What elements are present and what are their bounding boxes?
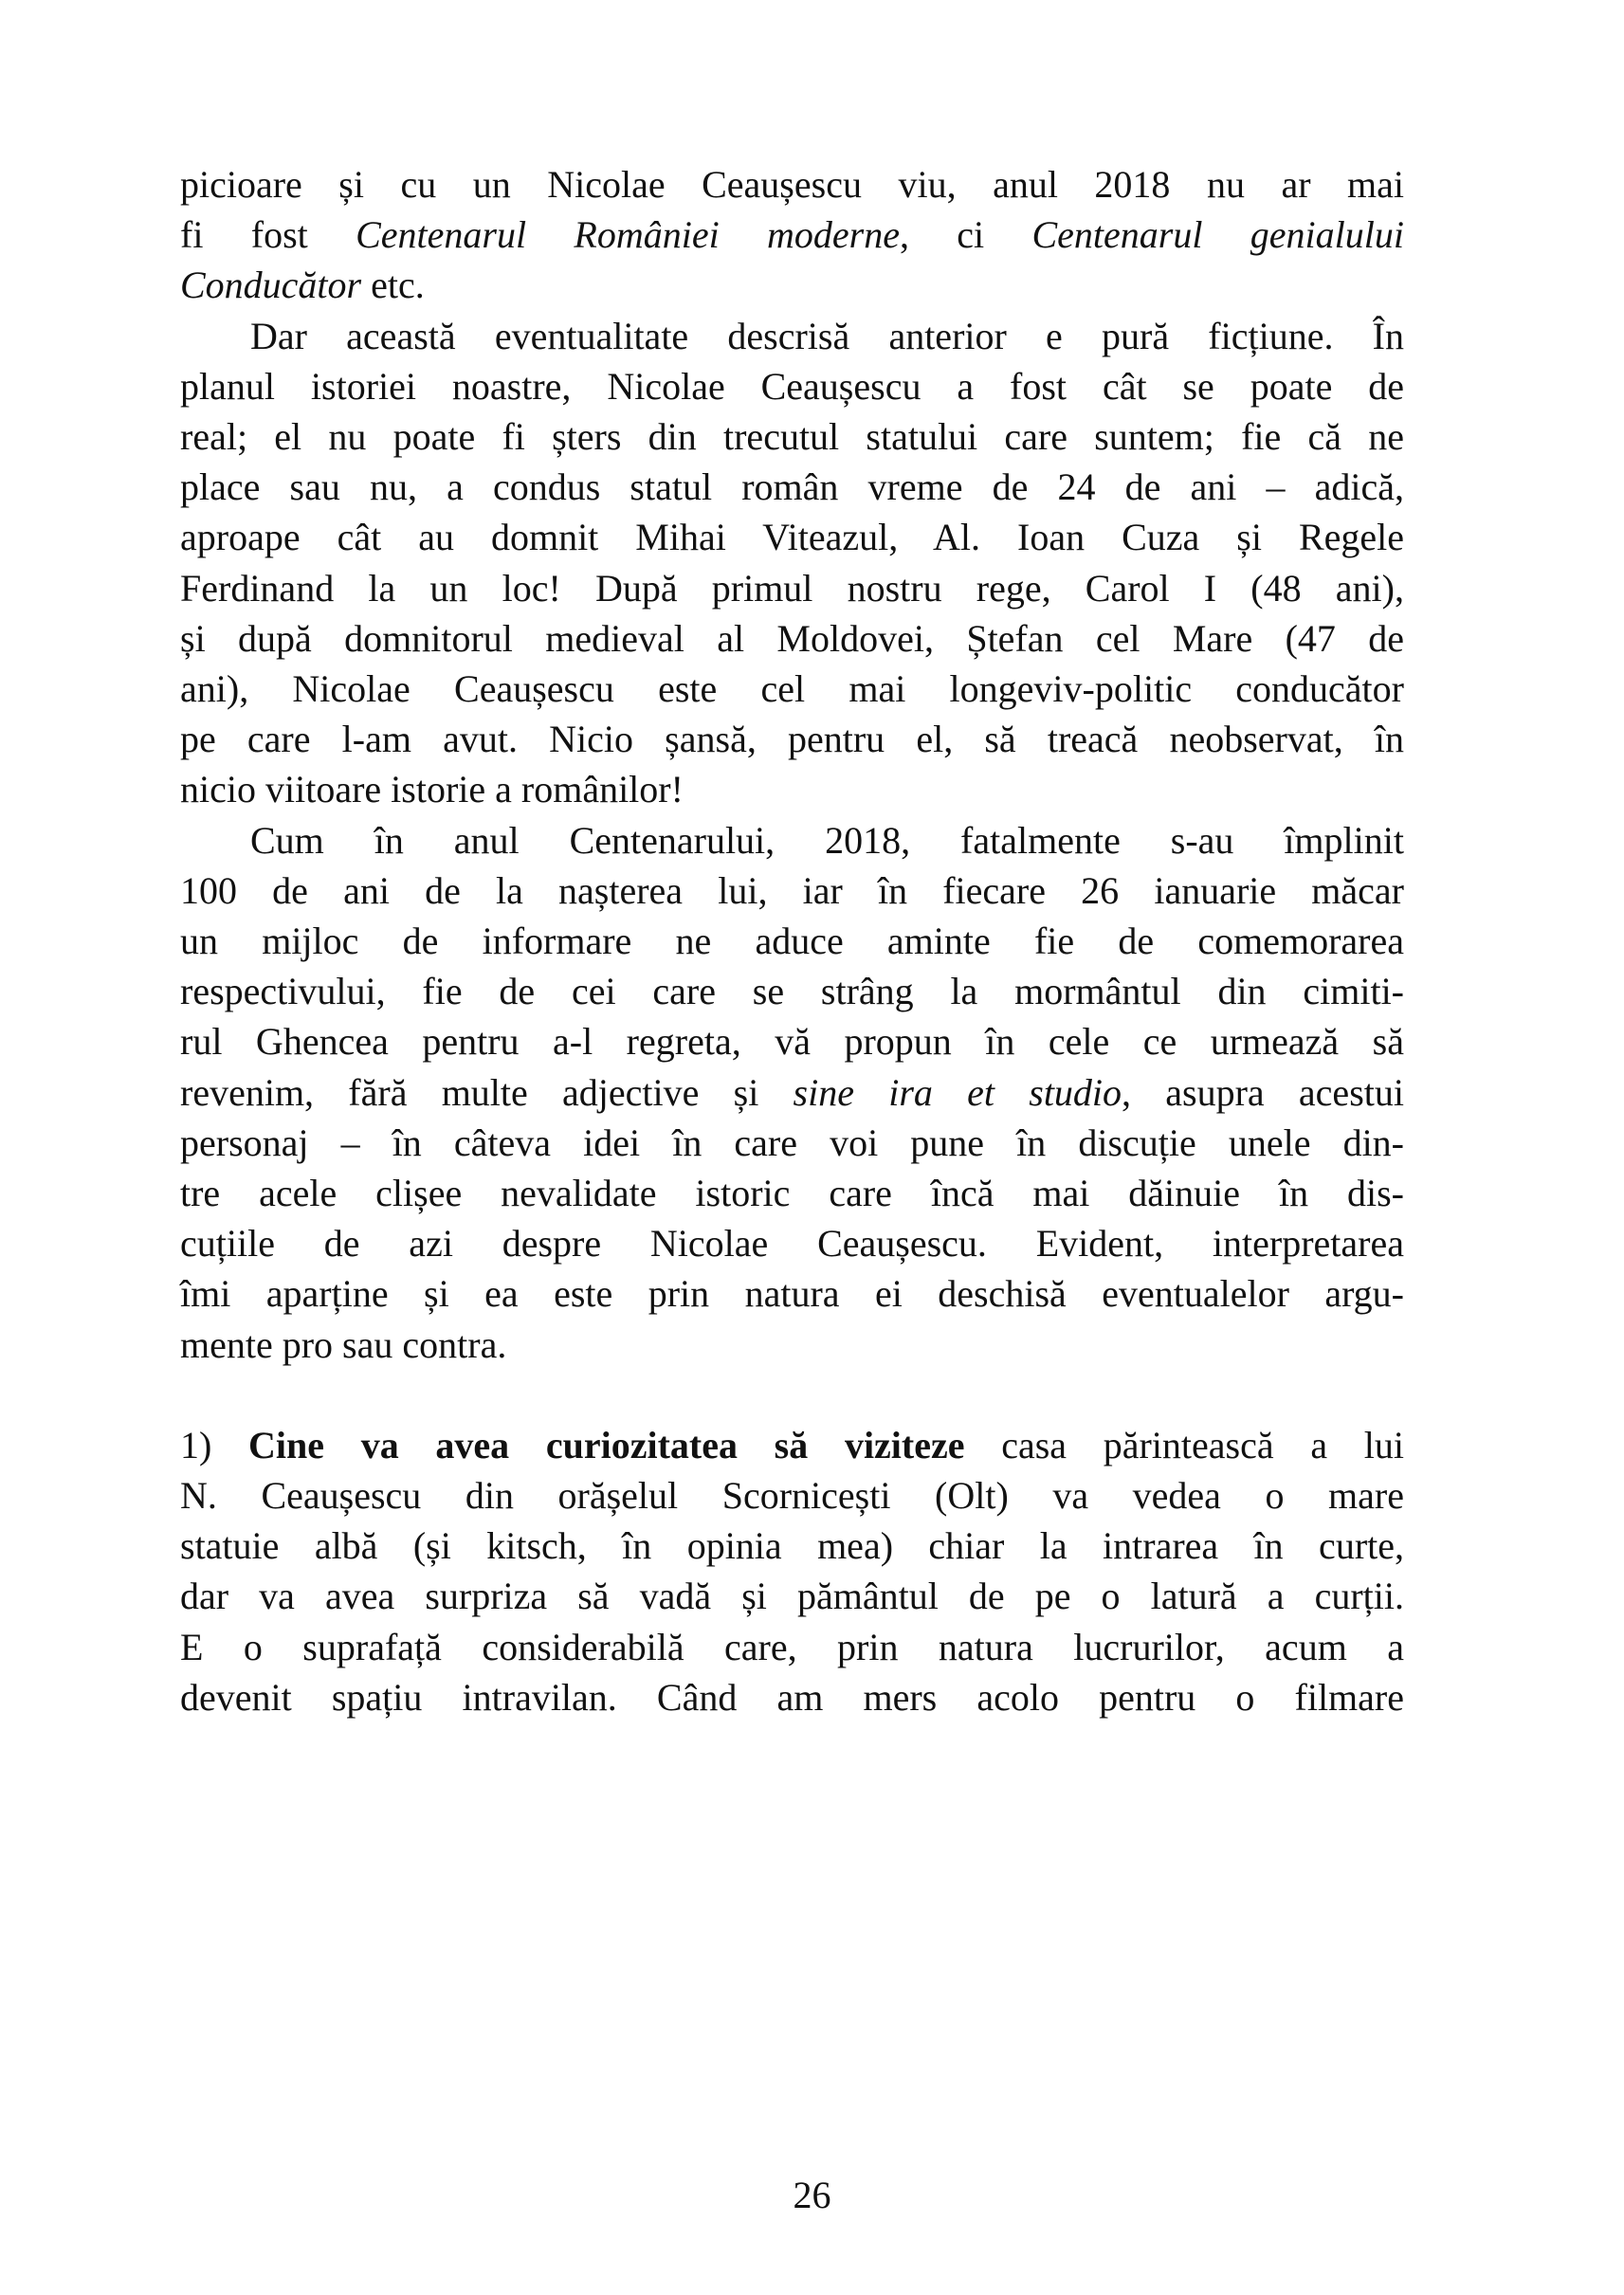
italic-text: sine ira et studio [793,1070,1122,1114]
text-line [180,664,1404,714]
text-segment: și după domnitorul medieval al Moldovei, Ștefan cel Mare (47 de [180,616,1404,660]
text-line [180,311,1404,361]
text-segment: E o suprafață considerabilă care, prin natura lucrurilor, acum a [180,1625,1404,1668]
paragraph [180,311,1404,815]
text-line [180,462,1404,512]
text-segment: picioare și cu un Nicolae Ceaușescu viu, anul 2018 nu ar mai [180,163,1404,206]
italic-text: Conducător [180,264,362,307]
text-line [180,411,1404,462]
text-line [180,1118,1404,1168]
italic-text: Centenarul genialului [1031,213,1404,257]
text-line [180,613,1404,664]
text-segment: Dar această eventualitate descrisă anterior e pură ficțiune. În [250,314,1404,357]
bold-text: Cine va avea curiozitatea să viziteze [248,1423,965,1466]
text-segment: nicio viitoare istorie a românilor! [180,768,684,811]
text-line [180,209,1404,260]
paragraph [180,1420,1404,1722]
text-segment: place sau nu, a condus statul român vreme de 24 de ani – adică, [180,465,1404,509]
text-line [180,764,1404,814]
italic-text: Centenarul României moderne [356,213,900,257]
text-line [180,815,1404,865]
text-line [180,1622,1404,1672]
text-segment: un mijloc de informare ne aduce aminte fie de comemorarea [180,920,1404,963]
text-line [180,865,1404,916]
text-segment: mente pro sau contra. [180,1322,507,1366]
text-segment: N. Ceaușescu din orășelul Scornicești (Olt) va vedea o mare [180,1474,1404,1518]
text-line [180,512,1404,562]
text-segment: Cum în anul Centenarului, 2018, fatalmente s-au împlinit [250,818,1404,862]
text-segment: devenit spațiu intravilan. Când am mers acolo pentru o filmare [180,1675,1404,1719]
text-segment: 1) [180,1423,249,1466]
text-line [180,1268,1404,1319]
text-line [180,916,1404,966]
text-segment: respectivului, fie de cei care se strâng la mormântul din cimiti- [180,970,1404,1013]
text-line [180,1571,1404,1621]
text-segment: tre acele clișee nevalidate istoric care încă mai dăinuie în dis- [180,1172,1404,1215]
text-line [180,260,1404,310]
text-line [180,361,1404,411]
text-segment: aproape cât au domnit Mihai Viteazul, Al. Ioan Cuza și Regele [180,516,1404,559]
text-line [180,1420,1404,1470]
text-segment: Ferdinand la un loc! După primul nostru rege, Carol I (48 ani), [180,566,1404,610]
text-segment: planul istoriei noastre, Nicolae Ceaușescu a fost cât se poate de [180,364,1404,408]
text-segment: , ci [899,213,1032,257]
text-segment: îmi aparține și ea este prin natura ei deschisă eventualelor argu- [180,1272,1404,1316]
text-line [180,563,1404,613]
text-line [180,714,1404,764]
page-number: 26 [793,2174,831,2216]
page-body [180,159,1404,1722]
text-segment: ani), Nicolae Ceaușescu este cel mai longeviv-politic conducător [180,667,1404,711]
text-segment: , asupra acestui [1122,1070,1404,1114]
text-segment: 100 de ani de la nașterea lui, iar în fiecare 26 ianuarie măcar [180,868,1404,912]
text-line [180,1067,1404,1118]
text-line [180,1320,1404,1370]
paragraph [180,159,1404,311]
text-segment: dar va avea surpriza să vadă și pământul de pe o latură a curții. [180,1575,1404,1618]
text-segment: casa părintească a lui [964,1423,1404,1466]
text-line [180,1218,1404,1268]
text-segment: revenim, fără multe adjective și [180,1070,794,1114]
text-segment: cuțiile de azi despre Nicolae Ceaușescu. Evident, interpretarea [180,1222,1404,1266]
text-segment: rul Ghencea pentru a-l regreta, vă propun în cele ce urmează să [180,1020,1404,1064]
text-line [180,1016,1404,1066]
text-line [180,1168,1404,1218]
paragraph [180,815,1404,1370]
text-segment: personaj – în câteva idei în care voi pune în discuție unele din- [180,1120,1404,1164]
text-line [180,1521,1404,1571]
text-segment: fi fost [180,213,356,257]
text-segment: real; el nu poate fi șters din trecutul statului care suntem; fie că ne [180,415,1404,459]
text-line [180,1672,1404,1722]
text-segment: pe care l-am avut. Nicio șansă, pentru el, să treacă neobservat, în [180,718,1404,761]
text-line [180,966,1404,1016]
text-line [180,159,1404,209]
text-line [180,1470,1404,1521]
text-segment: statuie albă (și kitsch, în opinia mea) chiar la intrarea în curte, [180,1524,1404,1568]
text-segment: etc. [361,264,425,307]
